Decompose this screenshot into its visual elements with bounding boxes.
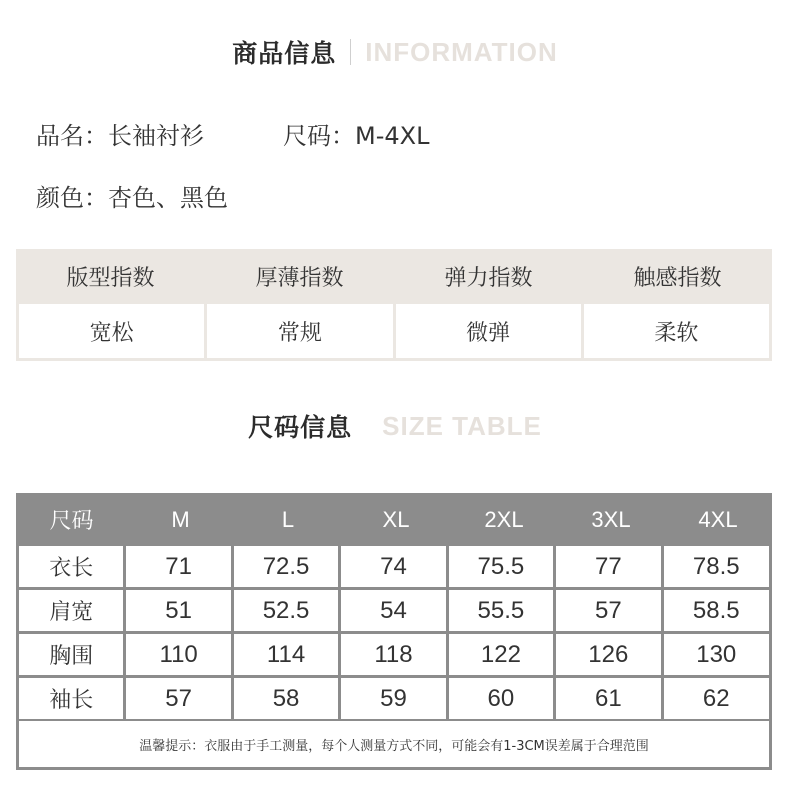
table-cell: 58 [234,678,338,719]
table-cell: 58.5 [664,590,769,631]
measurement-note: 温馨提示：衣服由于手工测量，每个人测量方式不同，可能会有1-3CM误差属于合理范围 [19,721,769,767]
row-label-chest: 胸围 [19,634,123,675]
table-cell: 59 [341,678,445,719]
size-header-m: M [171,506,190,532]
table-cell: 71 [126,546,230,587]
table-cell: 57 [556,590,660,631]
index-header-fit: 版型指数 [66,266,155,291]
index-header-elasticity: 弹力指数 [444,266,533,291]
table-cell: 75.5 [449,546,553,587]
information-title-cn: 商品信息 [232,39,337,68]
table-row [19,678,769,719]
product-name: 品名：长袖衬衫 [36,122,204,150]
index-value-thickness: 常规 [207,304,392,358]
table-cell: 72.5 [234,546,338,587]
index-value-elasticity: 微弹 [396,304,581,358]
table-cell: 62 [664,678,769,719]
table-cell: 78.5 [664,546,769,587]
row-label-shoulder: 肩宽 [19,590,123,631]
table-cell: 52.5 [234,590,338,631]
table-cell: 61 [556,678,660,719]
size-header-l: L [281,506,295,532]
size-header-4xl: 4XL [698,506,738,532]
table-cell: 55.5 [449,590,553,631]
table-cell: 110 [126,634,230,675]
size-title [0,408,790,444]
product-colors: 颜色：杏色、黑色 [36,184,228,212]
index-table-values [16,304,772,361]
index-header-thickness: 厚薄指数 [255,266,344,291]
product-size-range: 尺码：M-4XL [283,122,430,150]
table-row [19,590,769,631]
size-title-cn: 尺码信息 [248,413,353,442]
table-cell: 60 [449,678,553,719]
index-table [16,249,772,361]
size-title-en: SIZE TABLE [382,410,542,441]
row-label-length: 衣长 [19,546,123,587]
table-cell: 122 [449,634,553,675]
table-cell: 126 [556,634,660,675]
title-divider [350,39,351,65]
table-cell: 77 [556,546,660,587]
size-table-body [16,546,772,719]
size-header-xl: XL [382,506,410,532]
index-table-header [16,249,772,304]
index-value-fit: 宽松 [19,304,204,358]
table-cell: 74 [341,546,445,587]
size-header-3xl: 3XL [591,506,631,532]
size-table-header [16,493,772,546]
table-cell: 130 [664,634,769,675]
table-cell: 54 [341,590,445,631]
size-table [16,493,772,770]
table-row [19,546,769,587]
size-header-2xl: 2XL [484,506,524,532]
table-cell: 118 [341,634,445,675]
information-title-en: INFORMATION [365,36,558,67]
table-cell: 51 [126,590,230,631]
index-header-touch: 触感指数 [633,266,722,291]
row-label-sleeve: 袖长 [19,678,123,719]
table-row [19,634,769,675]
table-cell: 114 [234,634,338,675]
size-header-label: 尺码 [49,508,94,533]
table-cell: 57 [126,678,230,719]
index-value-touch: 柔软 [584,304,769,358]
information-title [0,34,790,70]
